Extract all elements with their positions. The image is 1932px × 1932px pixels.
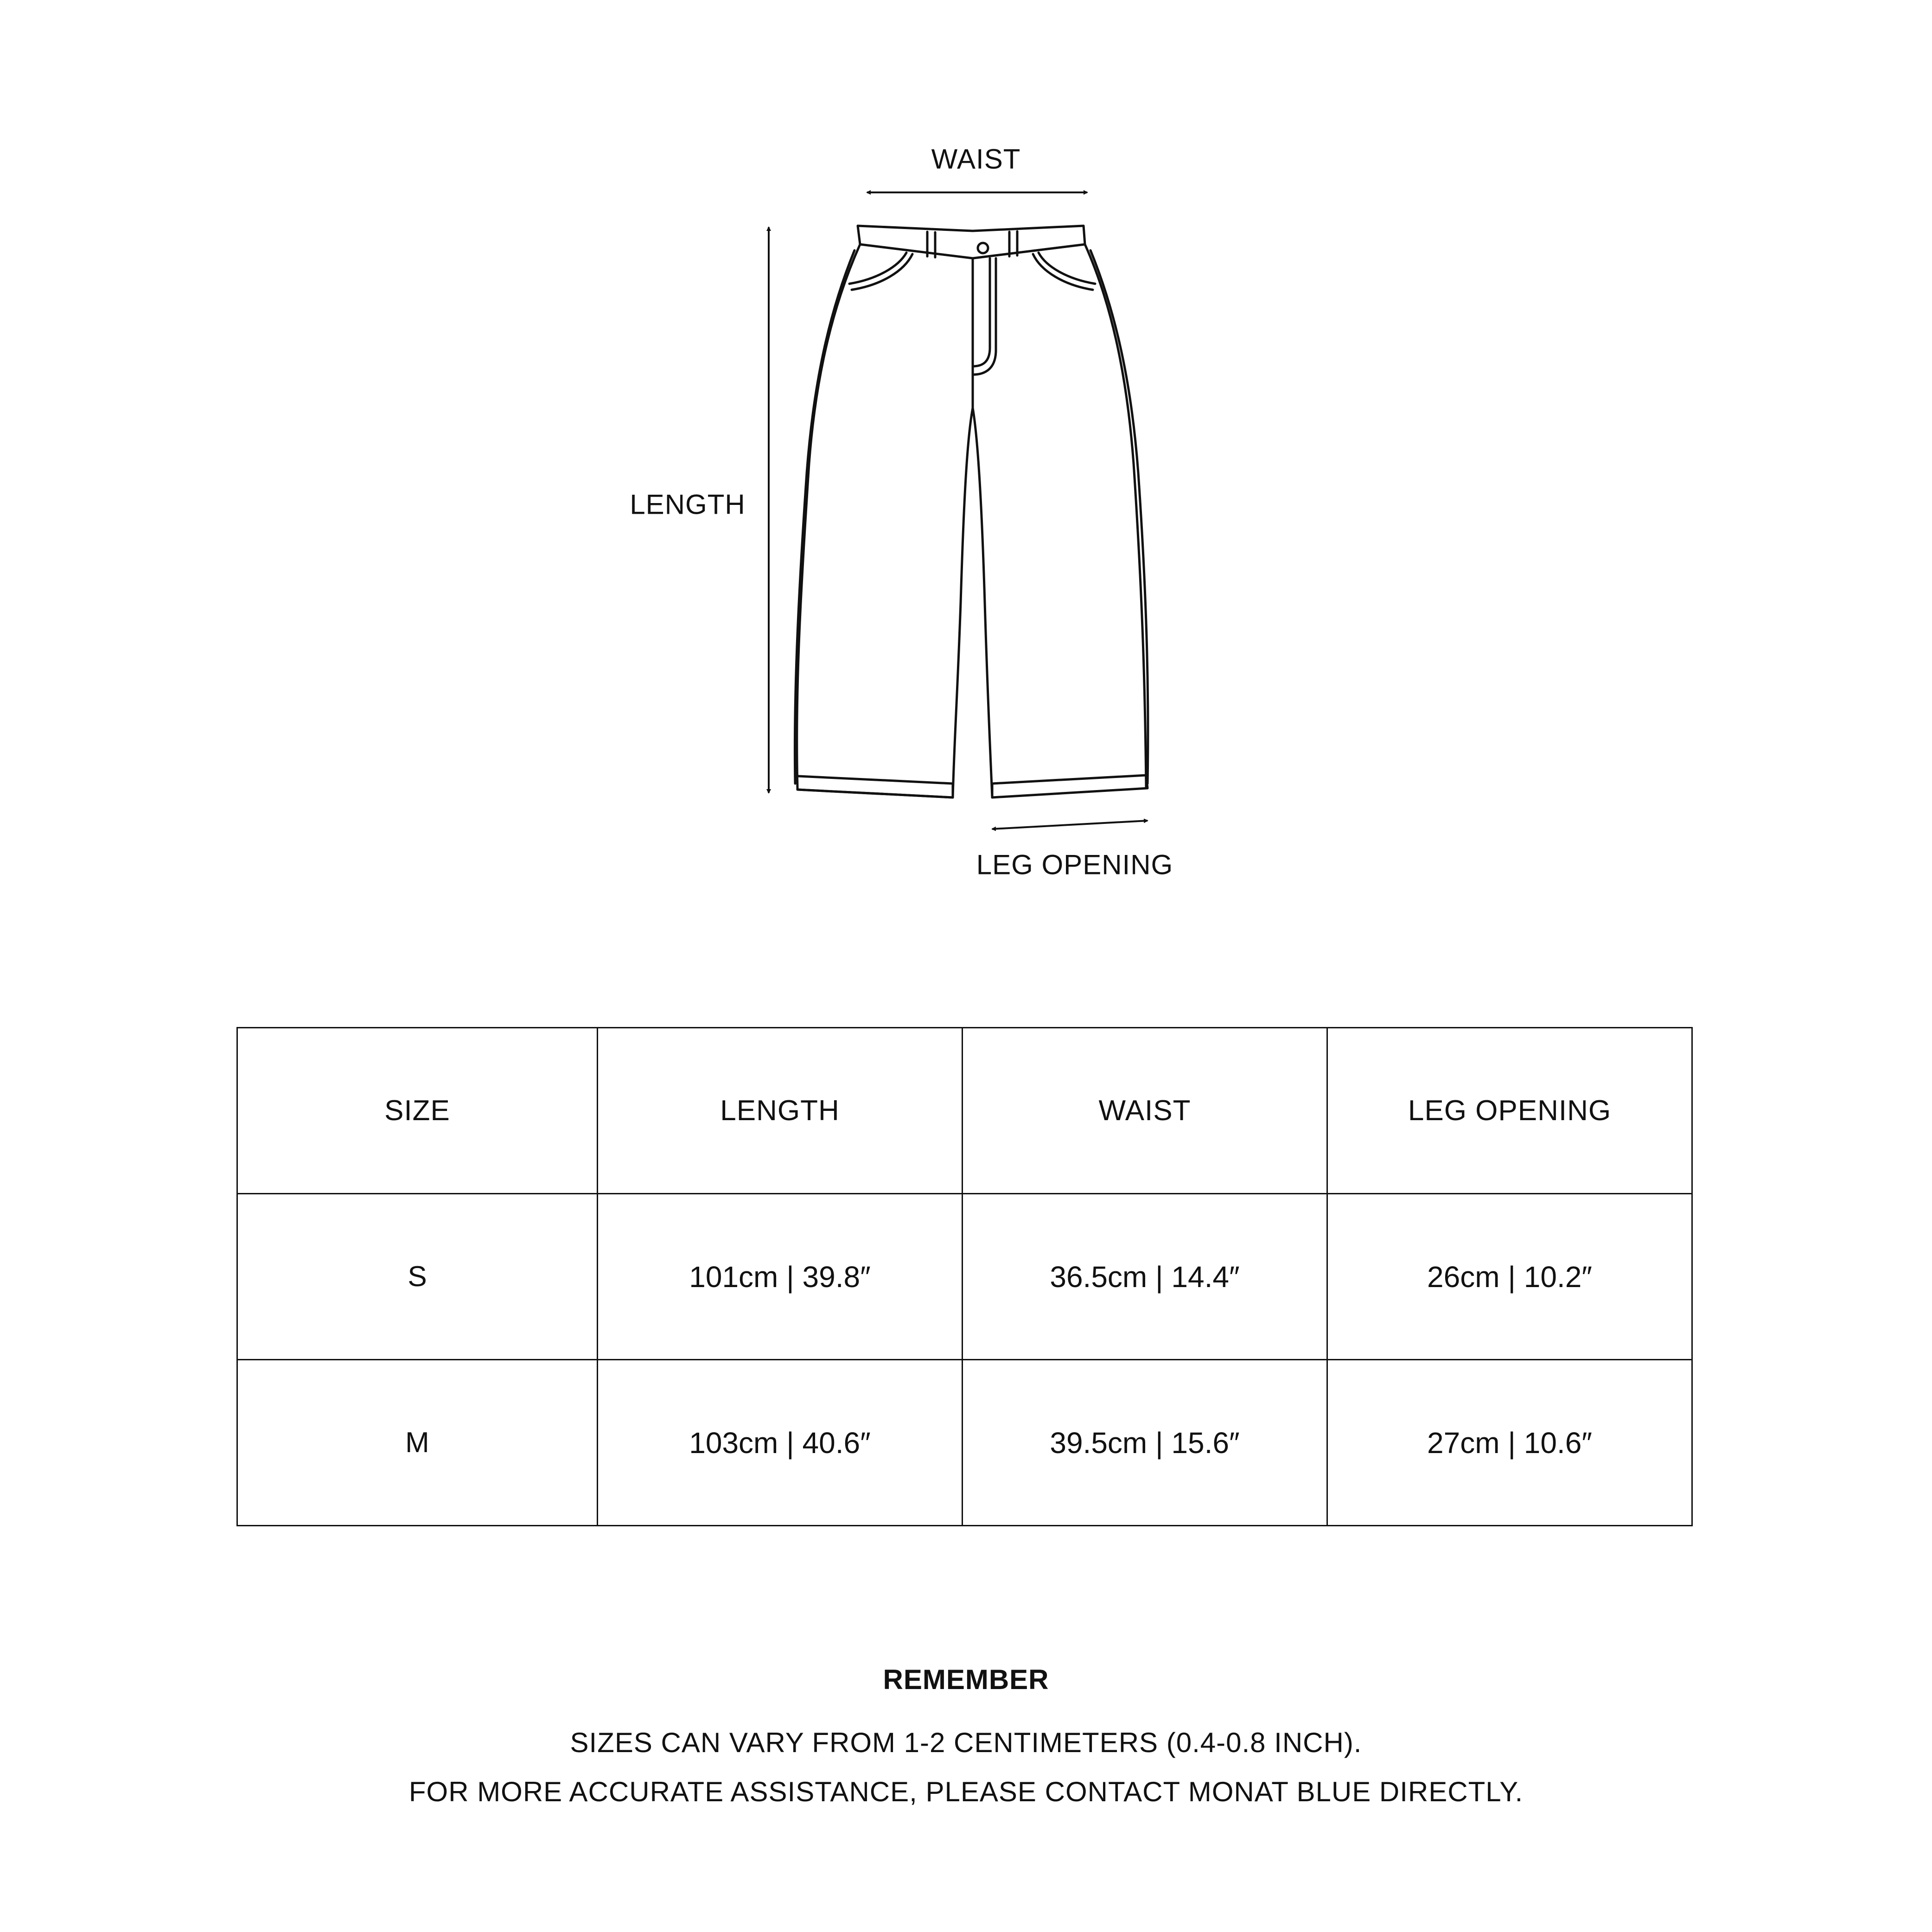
measurement-arrows (769, 192, 1148, 829)
cell-length: 101cm | 39.8″ (598, 1194, 963, 1360)
cell-leg-opening: 26cm | 10.2″ (1327, 1194, 1692, 1360)
left-inseam (953, 408, 973, 797)
right-pocket-stitch (1039, 253, 1095, 284)
cell-length: 103cm | 40.6″ (598, 1360, 963, 1526)
left-pocket (852, 254, 912, 290)
note-line-2: FOR MORE ACCURATE ASSISTANCE, PLEASE CONTACT MONAT BLUE DIRECTLY. (408, 1776, 1524, 1807)
note-line-1: SIZES CAN VARY FROM 1-2 CENTIMETERS (0.4-0.8 INCH). (570, 1727, 1362, 1758)
table-row (237, 1360, 1692, 1526)
note-title: REMEMBER (883, 1664, 1049, 1695)
fly-stitch (973, 258, 990, 366)
waist-button (978, 243, 988, 253)
pants-outline (795, 226, 1148, 797)
right-outseam-inner (1090, 250, 1148, 784)
header-waist: WAIST (963, 1028, 1327, 1194)
left-pocket-stitch (849, 253, 906, 284)
leg-opening-label: LEG OPENING (976, 849, 1173, 880)
size-table (236, 1027, 1693, 1526)
left-hem-bottom (797, 790, 953, 797)
left-outseam-inner (795, 250, 854, 784)
cell-size: S (237, 1194, 598, 1360)
waistband (858, 226, 1085, 258)
cell-waist: 36.5cm | 14.4″ (963, 1194, 1327, 1360)
cell-leg-opening: 27cm | 10.6″ (1327, 1360, 1692, 1526)
header-size: SIZE (237, 1028, 598, 1194)
right-inseam (973, 408, 992, 797)
header-leg-opening: LEG OPENING (1327, 1028, 1692, 1194)
length-label: LENGTH (630, 489, 746, 520)
table-header-row (237, 1028, 1692, 1194)
fly-stitch-inner (973, 258, 996, 375)
leg-opening-arrow (992, 821, 1148, 829)
header-length: LENGTH (598, 1028, 963, 1194)
cell-waist: 39.5cm | 15.6″ (963, 1360, 1327, 1526)
waist-label: WAIST (931, 143, 1021, 175)
table-row (237, 1194, 1692, 1360)
cell-size: M (237, 1360, 598, 1526)
right-hem (992, 775, 1148, 797)
